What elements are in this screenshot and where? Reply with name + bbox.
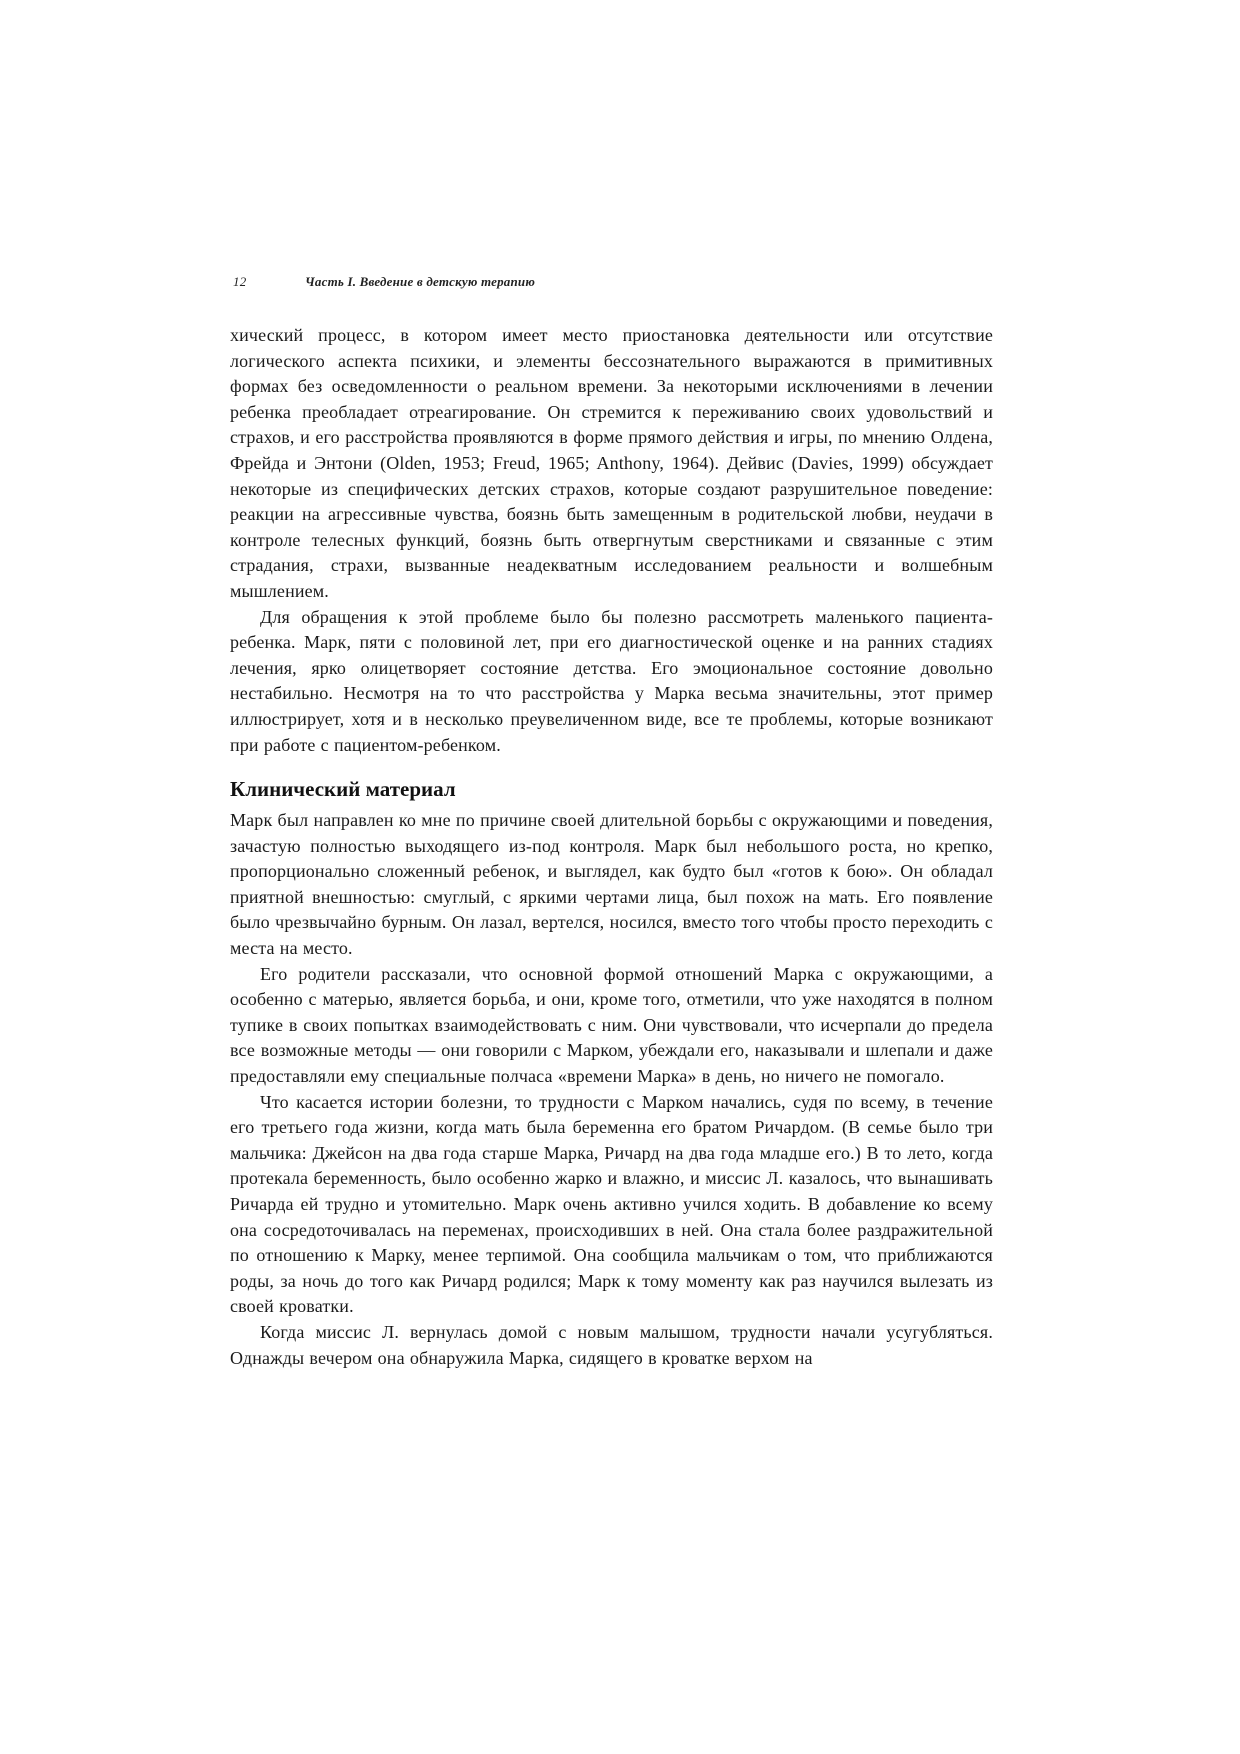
paragraph: Что касается истории болезни, то трудности с Марком начались, судя по всему, в течение его третьего года жизни, когда мать была беременна его братом Ричардом. (В семье было три мальчика: Джейсон на два года старше Марка, Ричард на два года младше его.) В то лето, когда протекала беременность, было особенно жарко и влажно, и миссис Л. казалось, что вынашивать Ричарда ей трудно и утомительно. Марк очень активно учился ходить. В добавление ко всему она сосредоточивалась на переменах, происходивших в ней. Она стала более раздражительной по отношению к Марку, менее терпимой. Она сообщила мальчикам о том, что приближаются роды, за ночь до того как Ричард родился; Марк к тому моменту как раз научился вылезать из своей кроватки. bbox=[230, 1091, 993, 1317]
body-text bbox=[230, 323, 993, 1371]
paragraph: Для обращения к этой проблеме было бы полезно рассмотреть маленького пациента-ребенка. Марк, пяти с половиной лет, при его диагностической оценке и на ранних стадиях лечения, ярко олицетворяет состояние детства. Его эмоциональное состояние довольно нестабильно. Несмотря на то что расстройства у Марка весьма значительны, этот пример иллюстрирует, хотя и в несколько преувеличенном виде, все те проблемы, которые возникают при работе с пациентом-ребенком. bbox=[230, 606, 993, 755]
paragraph-continues: Когда миссис Л. вернулась домой с новым малышом, трудности начали усугубляться. Однажды вечером она обнаружила Марка, сидящего в кроватке верхом на bbox=[230, 1321, 993, 1368]
paragraph: Его родители рассказали, что основной формой отношений Марка с окружающими, а особенно с матерью, является борьба, и они, кроме того, отметили, что уже находятся в полном тупике в своих попытках взаимодействовать с ним. Они чувствовали, что исчерпали до предела все возможные методы — они говорили с Марком, убеждали его, наказывали и шлепали и даже предоставляли ему специальные полчаса «времени Марка» в день, но ничего не помогало. bbox=[230, 963, 993, 1087]
running-head bbox=[233, 274, 993, 290]
paragraph: Марк был направлен ко мне по причине своей длительной борьбы с окружающими и поведения, зачастую полностью выходящего из-под контроля. Марк был небольшого роста, но крепко, пропорционально сложенный ребенок, и выглядел, как будто был «готов к бою». Он обладал приятной внешностью: смуглый, с яркими чертами лица, был похож на мать. Его появление было чрезвычайно бурным. Он лазал, вертелся, носился, вместо того чтобы просто переходить с места на место. bbox=[230, 810, 993, 959]
paragraph-continued: хический процесс, в котором имеет место приостановка деятельности или отсутствие логического аспекта психики, и элементы бессознательного выражаются в примитивных формах без осведомленности о реальном времени. За некоторыми исключениями в лечении ребенка преобладает отреагирование. Он стремится к переживанию своих удовольствий и страхов, и его расстройства проявляются в форме прямого действия и игры, по мнению Олдена, Фрейда и Энтони (Olden, 1953; Freud, 1965; Anthony, 1964). Дейвис (Davies, 1999) обсуждает некоторые из специфических детских страхов, которые создают разрушительное поведение: реакции на агрессивные чувства, боязнь быть замещенным в родительской любви, неудачи в контроле телесных функций, боязнь быть отвергнутым сверстниками и связанные с этим страдания, страхи, вызванные неадекватным исследованием реальности и волшебным мышлением. bbox=[230, 325, 993, 601]
page-number: 12 bbox=[233, 274, 247, 289]
running-head-title: Часть I. Введение в детскую терапию bbox=[305, 274, 536, 289]
section-heading: Клинический материал bbox=[230, 777, 456, 802]
